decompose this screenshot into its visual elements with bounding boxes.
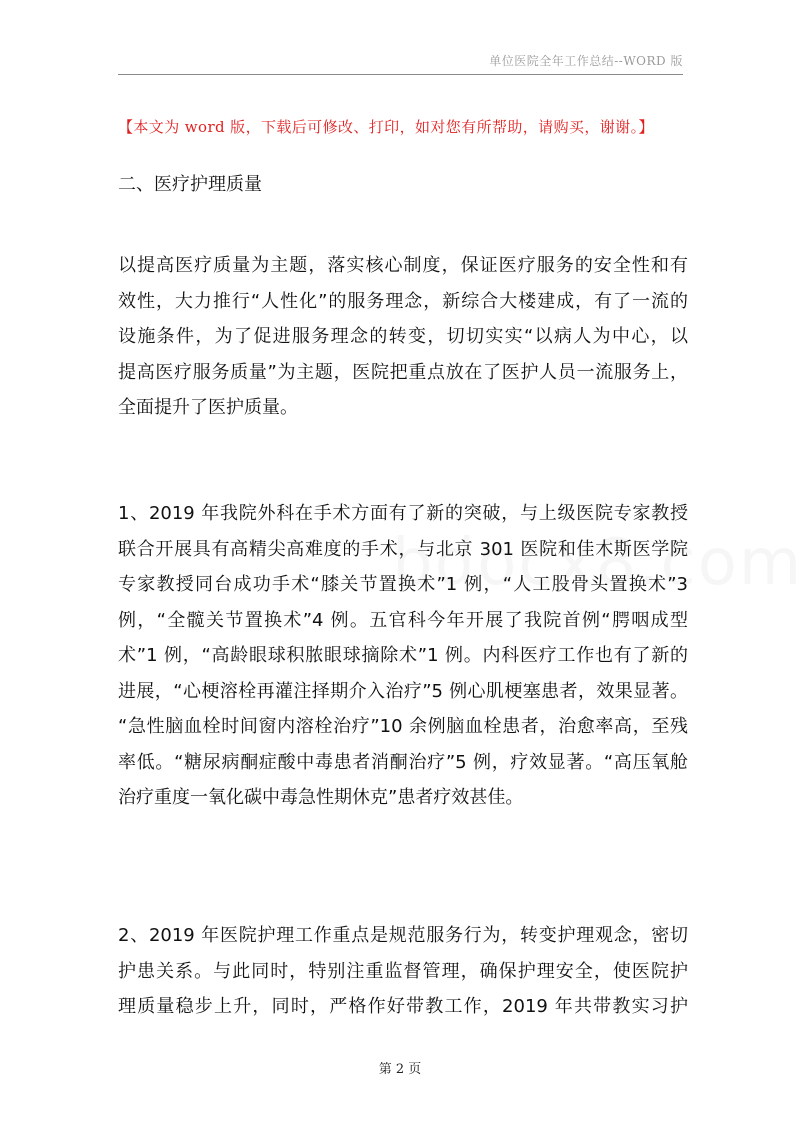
text-line: 效性，大力推行“人性化”的服务理念，新综合大楼建成，有了一流的 (118, 290, 688, 312)
text-line: 理质量稳步上升，同时，严格作好带教工作，2019 年共带教实习护 (118, 996, 688, 1017)
paragraph-intro (118, 248, 688, 426)
text-line: 率低。“糖尿病酮症酸中毒患者消酮治疗”5 例，疗效显著。“高压氧舱 (118, 751, 688, 773)
text-line: 设施条件，为了促进服务理念的转变，切切实实“以病人为中心，以 (118, 326, 688, 347)
page-number: 第 2 页 (378, 1062, 422, 1077)
section-heading: 二、医疗护理质量 (118, 174, 262, 195)
paragraph-item-2 (118, 918, 688, 1025)
text-line: 联合开展具有高精尖高难度的手术，与北京 301 医院和佳木斯医学院 (118, 538, 688, 560)
text-line: 提高医疗服务质量”为主题，医院把重点放在了医护人员一流服务上， (118, 361, 688, 383)
download-notice: 【本文为 word 版，下载后可修改、打印，如对您有所帮助，请购买，谢谢。】 (118, 118, 654, 136)
text-line: 护患关系。与此同时，特别注重监督管理，确保护理安全，使医院护 (118, 960, 688, 982)
text-line: 以提高医疗质量为主题，落实核心制度，保证医疗服务的安全性和有 (118, 255, 688, 276)
text-line: 进展，“心梗溶栓再灌注择期介入治疗”5 例心肌梗塞患者，效果显著。 (118, 680, 688, 702)
header-rule (118, 74, 683, 75)
text-line: “急性脑血栓时间窗内溶栓治疗”10 余例脑血栓患者，治愈率高，至残 (118, 716, 688, 737)
running-header: 单位医院全年工作总结--WORD 版 (489, 54, 683, 68)
text-line: 治疗重度一氧化碳中毒急性期休克”患者疗效甚佳。 (118, 787, 524, 808)
text-line: 例，“全髋关节置换术”4 例。五官科今年开展了我院首例“腭咽成型 (118, 609, 688, 631)
text-line: 1、2019 年我院外科在手术方面有了新的突破，与上级医院专家教授 (118, 503, 688, 524)
text-line: 2、2019 年医院护理工作重点是规范服务行为，转变护理观念，密切 (118, 925, 688, 946)
paragraph-item-1 (118, 496, 688, 816)
text-line: 专家教授同台成功手术“膝关节置换术”1 例，“人工股骨头置换术”3 (118, 574, 688, 595)
text-line: 术”1 例，“高龄眼球积脓眼球摘除术”1 例。内科医疗工作也有了新的 (118, 645, 688, 666)
text-line: 全面提升了医护质量。 (118, 397, 298, 418)
